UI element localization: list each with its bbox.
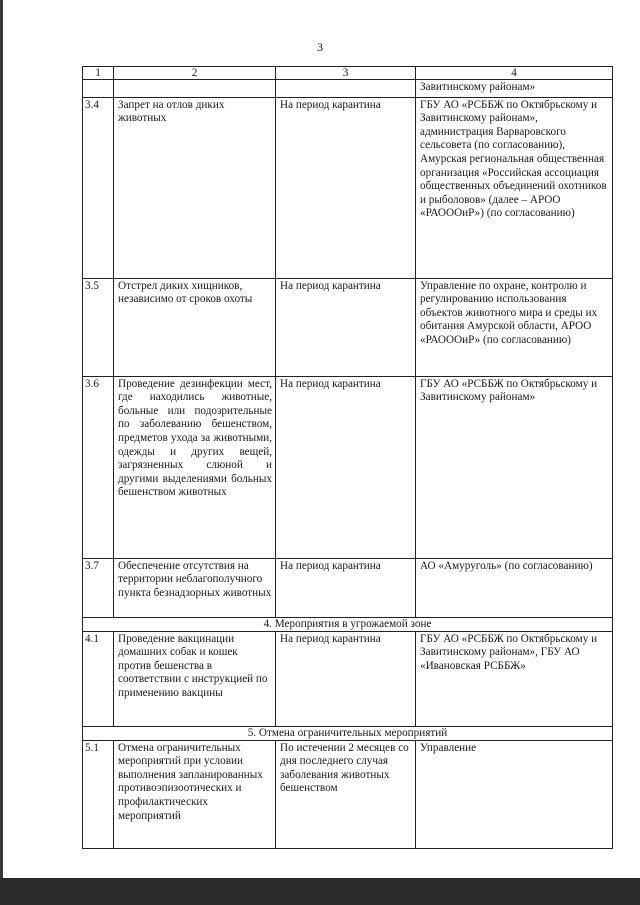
section-row [83,726,613,740]
measure-cell: Обеспечение отсутствия на территории неблагополучного пункта безнадзорных животных [114,558,276,617]
row-number: 3.5 [83,278,114,376]
responsible-cell: АО «Амуруголь» (по согласованию) [416,558,613,617]
measure-cell: Отстрел диких хищников, независимо от сроков охоты [114,278,276,376]
continuation-row [83,80,613,98]
period-cell: На период карантина [276,558,416,617]
responsible-cell: ГБУ АО «РСББЖ по Октябрьскому и Завитинскому районам», ГБУ АО «Ивановская РСББЖ» [416,631,613,726]
measures-table [82,66,613,849]
period-cell: На период карантина [276,376,416,558]
scan-edge-left [0,0,3,905]
period-cell: По истечении 2 месяцев со дня последнего случая заболевания животных бешенством [276,740,416,848]
row-number: 3.4 [83,97,114,278]
page-number: 3 [317,40,323,54]
table-row [83,558,613,617]
section-5-title: 5. Отмена ограничительных мероприятий [83,726,613,740]
table-row [83,631,613,726]
scan-edge-bottom [0,878,640,905]
row-number: 5.1 [83,740,114,848]
responsible-cell: ГБУ АО «РСББЖ по Октябрьскому и Завитинскому районам», администрация Варваровского сельсовета (по согласованию), Амурская региональная общественная организация «Российская ассоциация общественных объединений охотников и рыболовов» (далее – АРОО «РАОООиР») (по согласованию) [416,97,613,278]
section-row [83,617,613,631]
continuation-text: Завитинскому районам» [416,80,613,98]
section-4-title: 4. Мероприятия в угрожаемой зоне [83,617,613,631]
measure-cell: Отмена ограничительных мероприятий при условии выполнения запланированных противоэпизоотических и профилактических мероприятий [114,740,276,848]
table-row [83,376,613,558]
responsible-cell: Управление [416,740,613,848]
period-cell: На период карантина [276,278,416,376]
table-header-row [83,67,613,80]
measure-cell: Проведение вакцинации домашних собак и кошек против бешенства в соответствии с инструкцией по применению вакцины [114,631,276,726]
row-number: 4.1 [83,631,114,726]
header-col-4: 4 [416,67,613,80]
period-cell: На период карантина [276,97,416,278]
header-col-3: 3 [276,67,416,80]
table-row [83,97,613,278]
row-number: 3.7 [83,558,114,617]
header-col-2: 2 [114,67,276,80]
table-row [83,278,613,376]
header-col-1: 1 [83,67,114,80]
row-number: 3.6 [83,376,114,558]
measure-cell: Запрет на отлов диких животных [114,97,276,278]
measure-cell: Проведение дезинфекции мест, где находились животные, больные или подозрительные по заболеванию бешенством, предметов ухода за животными, одежды и других вещей, загрязненных слюной и другими выделениями больных бешенством животных [114,376,276,558]
responsible-cell: ГБУ АО «РСББЖ по Октябрьскому и Завитинскому районам» [416,376,613,558]
period-cell: На период карантина [276,631,416,726]
table-row [83,740,613,848]
responsible-cell: Управление по охране, контролю и регулированию использования объектов животного мира и среды их обитания Амурской области, АРОО «РАОООиР» (по согласованию) [416,278,613,376]
